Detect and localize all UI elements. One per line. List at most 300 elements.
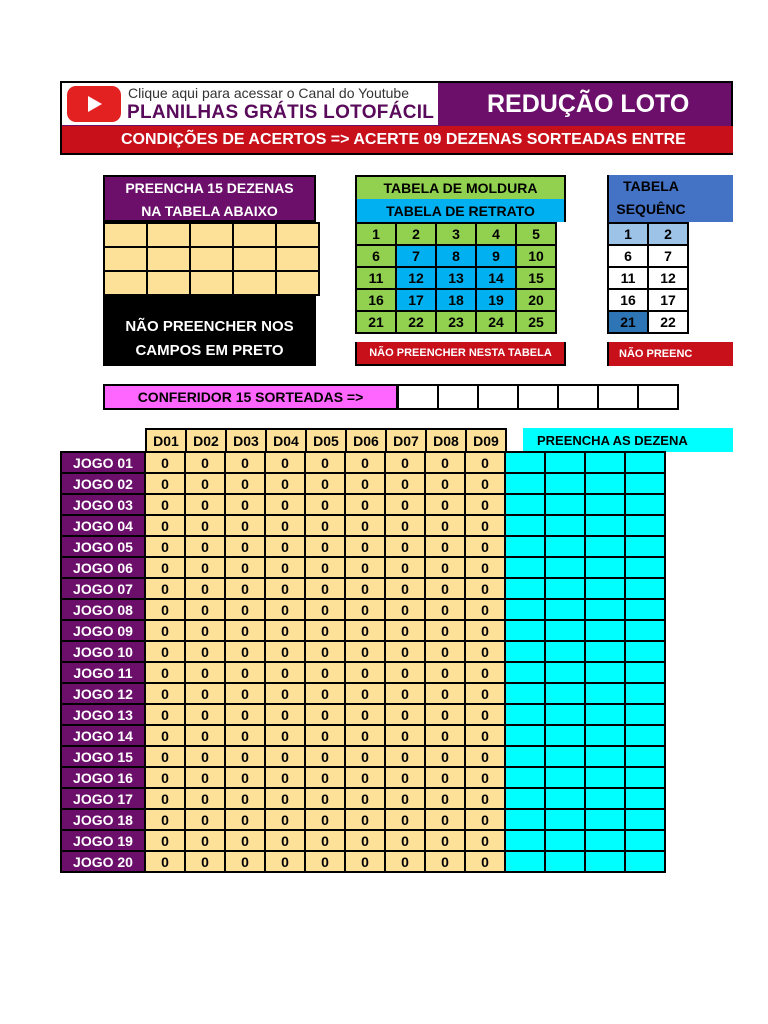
game-value-cell: 0 [465,662,505,683]
dezena-input-cell[interactable] [585,662,625,683]
fill-cell[interactable] [233,223,276,247]
game-value-cell: 0 [385,473,425,494]
conferidor-cell[interactable] [638,385,678,409]
game-value-cell: 0 [305,515,345,536]
dezena-input-cell[interactable] [545,851,585,872]
game-value-cell: 0 [425,788,465,809]
dezena-input-cell[interactable] [505,704,545,725]
game-value-cell: 0 [465,578,505,599]
game-value-cell: 0 [265,641,305,662]
youtube-link-text[interactable]: Clique aqui para acessar o Canal do Youtube [128,85,409,101]
game-value-cell: 0 [145,683,185,704]
fill-cell[interactable] [276,247,319,271]
game-value-cell: 0 [345,725,385,746]
conferidor-input-row [397,384,679,410]
game-value-cell: 0 [345,662,385,683]
blocked-note-line2: CAMPOS EM PRETO [135,342,284,359]
game-value-cell: 0 [225,641,265,662]
game-value-cell: 0 [225,452,265,473]
fill-cell[interactable] [104,223,147,247]
fill-grid-row [104,271,319,295]
game-value-cell: 0 [385,452,425,473]
dezena-input-cell[interactable] [625,683,665,704]
table-row [61,494,665,515]
game-value-cell: 0 [385,494,425,515]
dezena-input-cell[interactable] [545,746,585,767]
game-label: JOGO 08 [61,599,145,620]
game-value-cell: 0 [185,599,225,620]
dezena-input-cell[interactable] [585,620,625,641]
game-value-cell: 0 [465,725,505,746]
dezena-input-cell[interactable] [585,515,625,536]
sequencia-grid [607,222,689,334]
dezena-input-cell[interactable] [625,452,665,473]
dezena-input-cell[interactable] [625,578,665,599]
moldura-cell: 3 [436,223,476,245]
sequencia-footer: NÃO PREENC [607,342,733,366]
dezena-input-cell[interactable] [505,620,545,641]
conferidor-cell[interactable] [558,385,598,409]
dezena-input-cell[interactable] [585,452,625,473]
game-value-cell: 0 [385,662,425,683]
game-value-cell: 0 [225,809,265,830]
moldura-cell: 18 [436,289,476,311]
dezena-input-cell[interactable] [505,473,545,494]
sequencia-cell: 12 [648,267,688,289]
game-value-cell: 0 [345,557,385,578]
game-value-cell: 0 [265,851,305,872]
dezena-input-cell[interactable] [545,599,585,620]
game-value-cell: 0 [185,641,225,662]
sequencia-row [608,289,688,311]
game-value-cell: 0 [225,830,265,851]
dezena-input-cell[interactable] [545,683,585,704]
dezena-input-cell[interactable] [585,473,625,494]
game-value-cell: 0 [305,725,345,746]
table-row [61,830,665,851]
moldura-cell: 21 [356,311,396,333]
moldura-grid [355,222,557,334]
moldura-cell: 13 [436,267,476,289]
dezena-input-cell[interactable] [625,536,665,557]
fill-cell[interactable] [147,247,190,271]
game-label: JOGO 19 [61,830,145,851]
dezena-input-cell[interactable] [585,809,625,830]
dezena-input-cell[interactable] [585,767,625,788]
game-value-cell: 0 [225,704,265,725]
moldura-cell: 2 [396,223,436,245]
game-value-cell: 0 [425,704,465,725]
dezena-input-cell[interactable] [625,599,665,620]
table-row [61,536,665,557]
dezena-input-cell[interactable] [625,557,665,578]
game-value-cell: 0 [385,578,425,599]
dezena-input-cell[interactable] [545,767,585,788]
game-value-cell: 0 [265,704,305,725]
game-value-cell: 0 [425,641,465,662]
moldura-cell: 19 [476,289,516,311]
moldura-row [356,223,556,245]
game-value-cell: 0 [225,788,265,809]
dezena-input-cell[interactable] [545,620,585,641]
dezena-input-cell[interactable] [505,767,545,788]
fill-table-header-line1: PREENCHA 15 DEZENAS [125,180,294,196]
moldura-cell: 25 [516,311,556,333]
dezena-input-cell[interactable] [625,830,665,851]
game-label: JOGO 20 [61,851,145,872]
dezena-input-cell[interactable] [505,809,545,830]
moldura-cell: 24 [476,311,516,333]
dezena-input-cell[interactable] [505,515,545,536]
dezena-input-cell[interactable] [545,452,585,473]
game-value-cell: 0 [465,746,505,767]
table-row [61,557,665,578]
game-label: JOGO 09 [61,620,145,641]
game-value-cell: 0 [465,767,505,788]
game-value-cell: 0 [185,473,225,494]
dezena-input-cell[interactable] [545,662,585,683]
dezena-input-cell[interactable] [545,557,585,578]
dezena-input-cell[interactable] [625,641,665,662]
moldura-cell: 23 [436,311,476,333]
game-value-cell: 0 [345,641,385,662]
moldura-cell: 6 [356,245,396,267]
fill-cell[interactable] [276,223,319,247]
moldura-footer: NÃO PREENCHER NESTA TABELA [355,342,566,366]
game-value-cell: 0 [265,452,305,473]
game-value-cell: 0 [185,767,225,788]
moldura-title: TABELA DE MOLDURA [355,175,566,199]
table-row [61,725,665,746]
dezena-input-cell[interactable] [505,452,545,473]
game-value-cell: 0 [225,662,265,683]
game-value-cell: 0 [305,830,345,851]
game-label: JOGO 04 [61,515,145,536]
dezena-input-cell[interactable] [505,599,545,620]
sequencia-cell: 7 [648,245,688,267]
dezena-input-cell[interactable] [505,746,545,767]
game-value-cell: 0 [345,473,385,494]
moldura-cell: 9 [476,245,516,267]
game-label: JOGO 02 [61,473,145,494]
conferidor-row [398,385,678,409]
dezena-input-cell[interactable] [625,809,665,830]
dezena-input-cell[interactable] [545,641,585,662]
dezena-input-cell[interactable] [585,578,625,599]
game-label: JOGO 18 [61,809,145,830]
dezena-input-cell[interactable] [505,725,545,746]
game-value-cell: 0 [425,536,465,557]
game-value-cell: 0 [265,683,305,704]
moldura-cell: 20 [516,289,556,311]
game-value-cell: 0 [185,515,225,536]
dezena-input-cell[interactable] [625,662,665,683]
moldura-cell: 14 [476,267,516,289]
game-value-cell: 0 [225,515,265,536]
conferidor-cell[interactable] [478,385,518,409]
game-value-cell: 0 [265,599,305,620]
game-value-cell: 0 [305,473,345,494]
dezena-input-cell[interactable] [505,536,545,557]
game-value-cell: 0 [345,494,385,515]
game-value-cell: 0 [345,620,385,641]
game-value-cell: 0 [425,662,465,683]
fill-cell[interactable] [276,271,319,295]
dezena-input-cell[interactable] [585,851,625,872]
game-value-cell: 0 [145,767,185,788]
dezena-input-cell[interactable] [505,662,545,683]
game-value-cell: 0 [265,494,305,515]
dezena-input-cell[interactable] [505,851,545,872]
dezena-input-cell[interactable] [545,809,585,830]
game-value-cell: 0 [305,557,345,578]
game-value-cell: 0 [265,557,305,578]
table-row [61,578,665,599]
dezena-input-cell[interactable] [585,830,625,851]
table-row [61,704,665,725]
fill-table-header-line2: NA TABELA ABAIXO [141,203,278,219]
dezena-input-cell[interactable] [625,746,665,767]
game-label: JOGO 03 [61,494,145,515]
dezena-input-cell[interactable] [545,725,585,746]
dezena-input-cell[interactable] [625,494,665,515]
game-value-cell: 0 [425,767,465,788]
dezena-input-cell[interactable] [585,704,625,725]
game-value-cell: 0 [225,725,265,746]
game-value-cell: 0 [305,599,345,620]
dezena-input-cell[interactable] [545,536,585,557]
fill-cell[interactable] [190,271,233,295]
moldura-cell: 17 [396,289,436,311]
game-value-cell: 0 [385,788,425,809]
fill-input-grid [103,222,320,296]
game-value-cell: 0 [465,536,505,557]
dezena-input-cell[interactable] [545,830,585,851]
youtube-play-icon[interactable] [67,86,121,122]
dezena-input-cell[interactable] [545,494,585,515]
conferidor-cell[interactable] [438,385,478,409]
conferidor-label: CONFERIDOR 15 SORTEADAS => [103,384,398,410]
fill-cell[interactable] [233,247,276,271]
sequencia-title-line1: TABELA [623,178,679,194]
dezena-input-cell[interactable] [585,557,625,578]
dezena-input-cell[interactable] [545,578,585,599]
game-label: JOGO 07 [61,578,145,599]
game-value-cell: 0 [465,788,505,809]
table-row [61,620,665,641]
game-value-cell: 0 [185,578,225,599]
fill-cell[interactable] [147,223,190,247]
game-value-cell: 0 [385,620,425,641]
game-value-cell: 0 [305,683,345,704]
game-value-cell: 0 [305,746,345,767]
game-value-cell: 0 [425,557,465,578]
sequencia-cell: 6 [608,245,648,267]
dezena-input-cell[interactable] [505,494,545,515]
dezena-input-cell[interactable] [545,788,585,809]
page-title: REDUÇÃO LOTO [487,89,690,118]
fill-cell[interactable] [190,223,233,247]
game-value-cell: 0 [385,830,425,851]
game-value-cell: 0 [305,536,345,557]
game-value-cell: 0 [265,746,305,767]
game-value-cell: 0 [465,452,505,473]
fill-cell[interactable] [147,271,190,295]
moldura-cell: 5 [516,223,556,245]
game-value-cell: 0 [145,830,185,851]
game-value-cell: 0 [225,851,265,872]
game-label: JOGO 13 [61,704,145,725]
game-value-cell: 0 [465,473,505,494]
dezena-input-cell[interactable] [625,515,665,536]
game-value-cell: 0 [345,515,385,536]
fill-cell[interactable] [104,271,147,295]
column-header: D02 [186,429,226,453]
game-value-cell: 0 [425,578,465,599]
game-value-cell: 0 [465,494,505,515]
table-row [61,788,665,809]
game-value-cell: 0 [305,851,345,872]
dezena-input-cell[interactable] [505,788,545,809]
game-label: JOGO 12 [61,683,145,704]
game-value-cell: 0 [465,830,505,851]
sequencia-cell: 16 [608,289,648,311]
game-value-cell: 0 [225,767,265,788]
dezena-input-cell[interactable] [505,641,545,662]
fill-table-header [103,175,316,222]
game-value-cell: 0 [305,578,345,599]
game-value-cell: 0 [145,662,185,683]
conferidor-cell[interactable] [398,385,438,409]
game-label: JOGO 15 [61,746,145,767]
game-value-cell: 0 [265,473,305,494]
fill-cell[interactable] [190,247,233,271]
dezena-input-cell[interactable] [585,683,625,704]
game-value-cell: 0 [465,599,505,620]
fill-cell[interactable] [104,247,147,271]
dezena-input-cell[interactable] [625,704,665,725]
dezena-input-cell[interactable] [585,746,625,767]
table-row [61,851,665,872]
youtube-channel-name[interactable]: PLANILHAS GRÁTIS LOTOFÁCIL [127,102,435,123]
games-table [60,451,666,873]
moldura-cell: 15 [516,267,556,289]
moldura-cell: 4 [476,223,516,245]
moldura-cell: 1 [356,223,396,245]
game-value-cell: 0 [265,578,305,599]
fill-grid-row [104,247,319,271]
dezena-input-cell[interactable] [585,536,625,557]
game-value-cell: 0 [225,683,265,704]
table-row [61,683,665,704]
sequencia-row [608,223,688,245]
game-label: JOGO 05 [61,536,145,557]
dezena-input-cell[interactable] [625,851,665,872]
game-value-cell: 0 [465,683,505,704]
game-value-cell: 0 [145,851,185,872]
sequencia-cell: 22 [648,311,688,333]
game-value-cell: 0 [385,536,425,557]
game-value-cell: 0 [145,494,185,515]
dezena-input-cell[interactable] [545,515,585,536]
game-label: JOGO 14 [61,725,145,746]
dezena-input-cell[interactable] [625,767,665,788]
dezena-input-cell[interactable] [505,557,545,578]
dezena-input-cell[interactable] [585,725,625,746]
dezena-input-cell[interactable] [625,725,665,746]
fill-dezenas-header: PREENCHA AS DEZENA [523,428,733,452]
dezena-input-cell[interactable] [625,620,665,641]
dezena-input-cell[interactable] [545,473,585,494]
dezena-input-cell[interactable] [585,494,625,515]
game-value-cell: 0 [305,704,345,725]
game-value-cell: 0 [345,578,385,599]
conferidor-cell[interactable] [518,385,558,409]
dezena-input-cell[interactable] [625,473,665,494]
game-label: JOGO 06 [61,557,145,578]
fill-cell[interactable] [233,271,276,295]
game-value-cell: 0 [225,557,265,578]
game-label: JOGO 10 [61,641,145,662]
game-value-cell: 0 [265,809,305,830]
game-value-cell: 0 [425,473,465,494]
game-value-cell: 0 [185,830,225,851]
game-value-cell: 0 [185,851,225,872]
dezena-input-cell[interactable] [505,578,545,599]
game-value-cell: 0 [145,620,185,641]
game-value-cell: 0 [145,809,185,830]
sequencia-cell: 21 [608,311,648,333]
dezena-input-cell[interactable] [545,704,585,725]
game-value-cell: 0 [225,746,265,767]
game-value-cell: 0 [145,641,185,662]
game-value-cell: 0 [425,683,465,704]
dezena-input-cell[interactable] [585,788,625,809]
game-value-cell: 0 [145,788,185,809]
game-value-cell: 0 [305,662,345,683]
dezena-input-cell[interactable] [505,683,545,704]
dezena-input-cell[interactable] [625,788,665,809]
game-value-cell: 0 [305,809,345,830]
blocked-area [103,294,316,366]
game-value-cell: 0 [425,746,465,767]
game-value-cell: 0 [385,704,425,725]
table-row [61,662,665,683]
sequencia-row [608,245,688,267]
game-value-cell: 0 [425,809,465,830]
sequencia-title-line2: SEQUÊNC [616,201,686,217]
game-value-cell: 0 [385,851,425,872]
blocked-note-line1: NÃO PREENCHER NOS [125,318,294,335]
dezena-input-cell[interactable] [585,599,625,620]
game-value-cell: 0 [425,515,465,536]
dezena-input-cell[interactable] [505,830,545,851]
game-value-cell: 0 [425,599,465,620]
moldura-cell: 22 [396,311,436,333]
game-value-cell: 0 [465,704,505,725]
game-value-cell: 0 [385,557,425,578]
game-value-cell: 0 [425,452,465,473]
game-value-cell: 0 [185,557,225,578]
game-value-cell: 0 [225,620,265,641]
game-label: JOGO 17 [61,788,145,809]
moldura-cell: 8 [436,245,476,267]
dezena-input-cell[interactable] [585,641,625,662]
conferidor-cell[interactable] [598,385,638,409]
game-value-cell: 0 [345,704,385,725]
game-value-cell: 0 [465,515,505,536]
game-value-cell: 0 [305,767,345,788]
